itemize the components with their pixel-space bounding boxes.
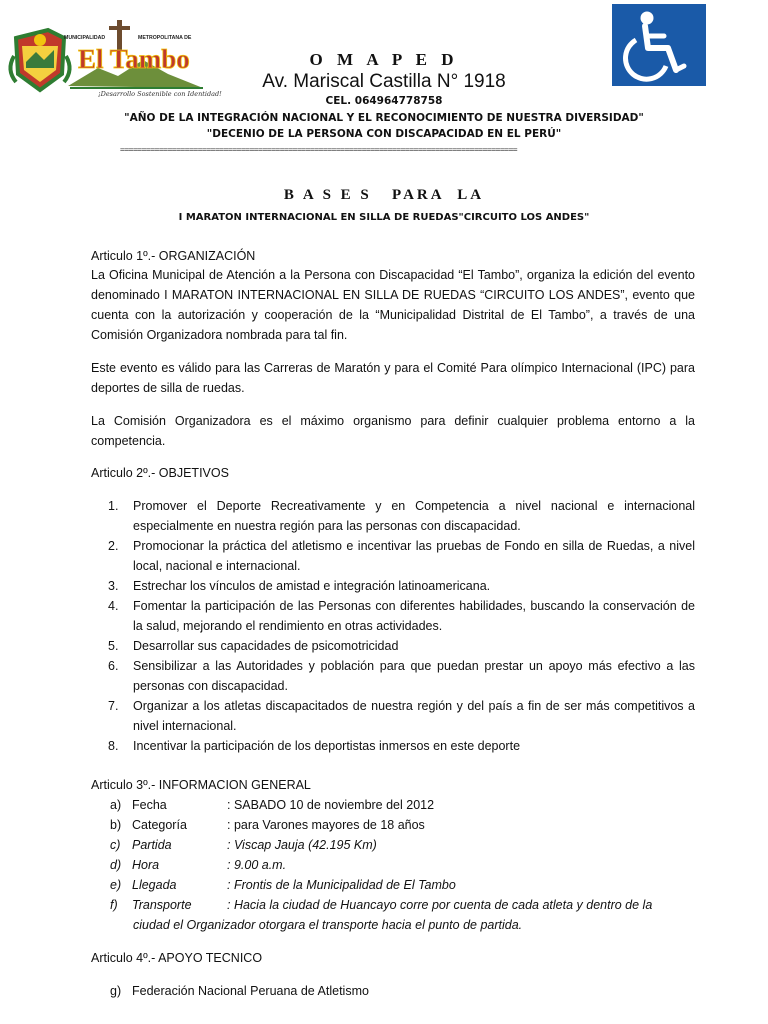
list-item-text: Desarrollar sus capacidades de psicomotricidad bbox=[133, 639, 399, 653]
motto-decade: "DECENIO DE LA PERSONA CON DISCAPACIDAD EN EL PERÚ" bbox=[206, 128, 562, 140]
list-item-text: Incentivar la participación de los deportistas inmersos en este deporte bbox=[133, 739, 521, 753]
list-item bbox=[108, 736, 695, 756]
info-row-key: Partida bbox=[132, 838, 172, 852]
info-row-letter: d) bbox=[110, 858, 122, 872]
logo-slogan: ¡Desarrollo Sostenible con Identidad! bbox=[98, 90, 222, 98]
info-row-value: : para Varones mayores de 18 años bbox=[227, 818, 425, 832]
info-row-letter: f) bbox=[110, 898, 118, 912]
info-row-key: Categoría bbox=[132, 818, 187, 832]
list-item-text: Organizar a los atletas discapacitados de nuestra región y del país a fin de ser más competitivos a nivel internacional. bbox=[133, 699, 695, 733]
info-row-llegada bbox=[110, 875, 456, 895]
info-row-value: : Hacia la ciudad de Huancayo corre por cuenta de cada atleta y dentro de la bbox=[227, 898, 653, 912]
info-row-letter: a) bbox=[110, 798, 122, 812]
info-row-categoria bbox=[110, 815, 425, 835]
list-item-number: 8. bbox=[108, 739, 119, 753]
list-item bbox=[108, 596, 695, 636]
list-item-number: 1. bbox=[108, 499, 119, 513]
art4-heading: Articulo 4º.- APOYO TECNICO bbox=[91, 951, 263, 965]
list-item-number: 3. bbox=[108, 579, 119, 593]
list-item bbox=[108, 536, 695, 576]
list-item bbox=[108, 656, 695, 696]
list-item-text: Estrechar los vínculos de amistad e integración latinoamericana. bbox=[133, 579, 491, 593]
art1-paragraph-3: La Comisión Organizadora es el máximo organismo para definir cualquier problema entorno a la competencia. bbox=[91, 414, 695, 448]
doc-subtitle: I MARATON INTERNACIONAL EN SILLA DE RUEDAS"CIRCUITO LOS ANDES" bbox=[178, 212, 590, 223]
art3-heading: Articulo 3º.- INFORMACION GENERAL bbox=[91, 778, 311, 792]
support-row-letter: g) bbox=[110, 984, 122, 998]
org-name: O M A P E D bbox=[309, 50, 459, 69]
logo-name: El Tambo bbox=[78, 44, 190, 74]
doc-title: B A S E S PARA LA bbox=[283, 187, 485, 203]
logo-metropolitan-label: METROPOLITANA DE bbox=[138, 35, 192, 41]
art1-paragraph-1: La Oficina Municipal de Atención a la Persona con Discapacidad “El Tambo”, organiza la edición del evento denominado I MARATON INTERNACIONAL EN SILLA DE RUEDAS “CIRCUITO LOS ANDES”, evento que cuenta con la autorización y cooperación de la “Municipalidad Distrital de El Tambo”, a través de una Comisión Organizadora nombrada para tal fin. bbox=[91, 268, 695, 342]
art2-heading: Articulo 2º.- OBJETIVOS bbox=[91, 466, 229, 480]
divider-rule: ============================================================================================ bbox=[120, 145, 518, 154]
list-item-text: Promover el Deporte Recreativamente y en Competencia a nivel nacional e internacional especialmente en nuestra región para las personas con discapacidad. bbox=[133, 499, 695, 533]
info-row-transporte bbox=[110, 895, 652, 915]
info-row-key: Llegada bbox=[132, 878, 177, 892]
list-item-text: Fomentar la participación de las Personas con diferentes habilidades, buscando la conservación de la salud, mejorando el rendimiento en otras actividades. bbox=[133, 599, 695, 633]
info-row-fecha bbox=[110, 795, 434, 815]
info-row-transporte-cont: ciudad el Organizador otorgara el transporte hacia el punto de partida. bbox=[133, 918, 523, 932]
info-row-value: : Viscap Jauja (42.195 Km) bbox=[227, 838, 377, 852]
info-row-letter: c) bbox=[110, 838, 121, 852]
info-row-value: : SABADO 10 de noviembre del 2012 bbox=[227, 798, 435, 812]
list-item-text: Promocionar la práctica del atletismo e incentivar las pruebas de Fondo en silla de Ruedas, a nivel local, nacional e internacional. bbox=[133, 539, 695, 573]
list-item-number: 5. bbox=[108, 639, 119, 653]
support-row bbox=[110, 981, 369, 1001]
list-item bbox=[108, 636, 695, 656]
info-row-key: Fecha bbox=[132, 798, 167, 812]
address: Av. Mariscal Castilla N° 1918 bbox=[262, 71, 506, 92]
list-item bbox=[108, 696, 695, 736]
info-row-value: : Frontis de la Municipalidad de El Tambo bbox=[227, 878, 456, 892]
list-item-number: 7. bbox=[108, 699, 119, 713]
info-row-partida bbox=[110, 835, 377, 855]
info-row-letter: b) bbox=[110, 818, 122, 832]
info-row-letter: e) bbox=[110, 878, 122, 892]
logo-municipality-label: MUNICIPALIDAD bbox=[64, 35, 106, 41]
info-row-key: Hora bbox=[132, 858, 160, 872]
list-item bbox=[108, 576, 695, 596]
info-row-key: Transporte bbox=[132, 898, 192, 912]
list-item-text: Sensibilizar a las Autoridades y población para que puedan prestar un apoyo más efectivo a las personas con discapacidad. bbox=[133, 659, 695, 693]
list-item-number: 6. bbox=[108, 659, 119, 673]
info-row-value: : 9.00 a.m. bbox=[227, 858, 287, 872]
art1-paragraph-2: Este evento es válido para las Carreras de Maratón y para el Comité Para olímpico Internacional (IPC) para deportes de silla de ruedas. bbox=[91, 361, 695, 395]
phone: CEL. 064964778758 bbox=[325, 95, 443, 107]
list-item bbox=[108, 496, 695, 536]
motto-year: "AÑO DE LA INTEGRACIÓN NACIONAL Y EL RECONOCIMIENTO DE NUESTRA DIVERSIDAD" bbox=[124, 112, 644, 124]
list-item-number: 2. bbox=[108, 539, 119, 553]
support-row-text: Federación Nacional Peruana de Atletismo bbox=[132, 984, 369, 998]
info-row-hora bbox=[110, 855, 286, 875]
list-item-number: 4. bbox=[108, 599, 119, 613]
art1-heading: Articulo 1º.- ORGANIZACIÓN bbox=[91, 249, 256, 263]
